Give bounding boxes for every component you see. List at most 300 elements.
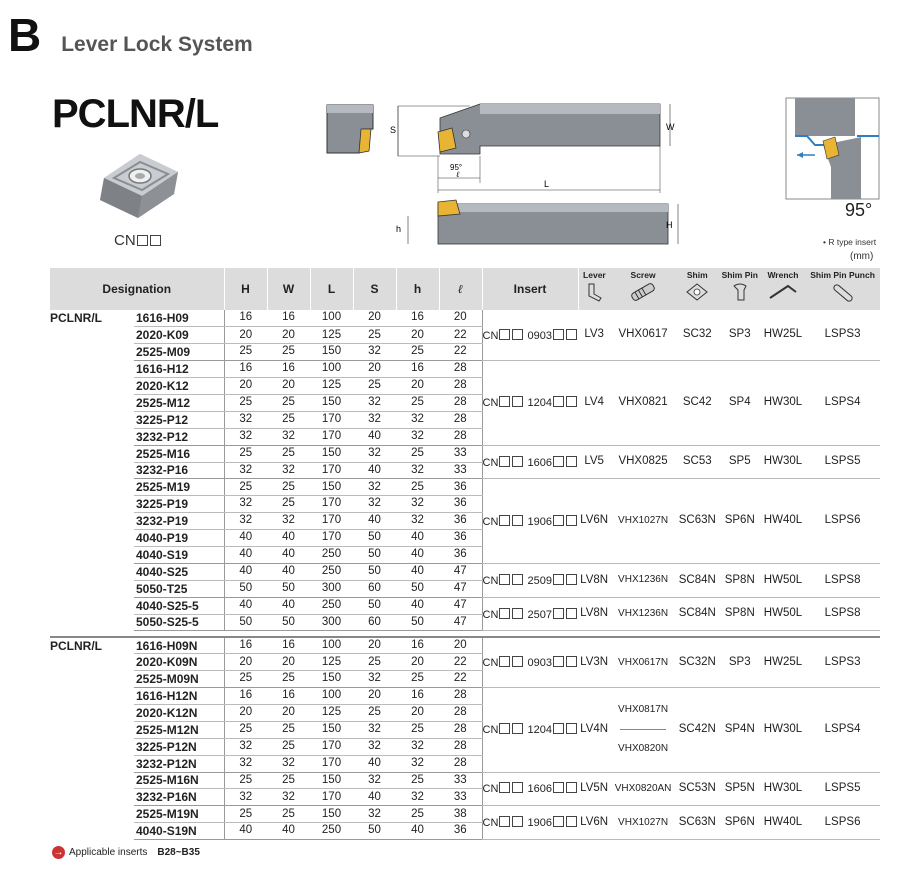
dimension-cell: 16 <box>267 688 310 705</box>
dimension-cell: 40 <box>353 755 396 772</box>
pin-cell: SP6N <box>719 479 761 563</box>
designation-cell: 4040-S25-5 <box>134 597 224 614</box>
dimension-cell: 170 <box>310 755 353 772</box>
dimension-cell: 250 <box>310 563 353 580</box>
dimension-cell: 25 <box>267 344 310 361</box>
dimension-cell: 47 <box>439 580 482 597</box>
dimension-cell: 33 <box>439 445 482 462</box>
col-lever: Lever <box>578 268 610 310</box>
dimension-cell: 125 <box>310 378 353 395</box>
angle-label: 95° <box>845 200 873 220</box>
insert-code: 0903 <box>527 657 552 669</box>
table-row <box>50 597 880 614</box>
dimension-cell: 32 <box>224 462 267 479</box>
col-L: L <box>310 268 353 310</box>
dimension-cell: 170 <box>310 789 353 806</box>
application-diagram <box>785 97 880 200</box>
dimension-cell: 25 <box>396 344 439 361</box>
designation-cell: 2020-K09N <box>134 654 224 671</box>
dimension-cell: 25 <box>267 671 310 688</box>
dimension-cell: 16 <box>224 310 267 327</box>
dimension-cell: 32 <box>396 789 439 806</box>
wrench-cell: HW30L <box>761 772 805 806</box>
table-row <box>50 361 880 378</box>
dimension-cell: 25 <box>267 394 310 411</box>
shim-cell: SC63N <box>676 479 719 563</box>
wrench-cell: HW30L <box>761 445 805 479</box>
dimension-cell: 32 <box>224 496 267 513</box>
dimension-cell: 40 <box>224 823 267 840</box>
wrench-cell: HW40L <box>761 806 805 840</box>
dimension-cell: 22 <box>439 671 482 688</box>
dimension-cell: 33 <box>439 772 482 789</box>
dimension-cell: 40 <box>267 563 310 580</box>
insert-prefix: CN <box>482 657 499 669</box>
dimension-cell: 32 <box>267 428 310 445</box>
designation-cell: 5050-T25 <box>134 580 224 597</box>
dimension-cell: 32 <box>353 671 396 688</box>
dimension-cell: 32 <box>396 513 439 530</box>
dimension-cell: 32 <box>353 411 396 428</box>
lever-cell: LV3N <box>578 637 610 688</box>
dimension-cell: 32 <box>396 755 439 772</box>
insert-cell <box>482 563 578 597</box>
dimension-cell: 25 <box>267 479 310 496</box>
dimension-cell: 20 <box>224 378 267 395</box>
dimension-cell: 32 <box>353 806 396 823</box>
insert-cell <box>482 361 578 445</box>
screw-cell: VHX0617N <box>610 637 676 688</box>
dimension-cell: 40 <box>396 597 439 614</box>
wrench-cell: HW30L <box>761 361 805 445</box>
wrench-cell: HW50L <box>761 597 805 631</box>
dimension-cell: 50 <box>224 614 267 631</box>
screw-cell: VHX1027N <box>610 806 676 840</box>
dimension-cell: 25 <box>224 394 267 411</box>
dimension-cell: 150 <box>310 344 353 361</box>
wrench-cell: HW30L <box>761 688 805 772</box>
dimension-cell: 40 <box>396 823 439 840</box>
table-header-row <box>50 268 880 310</box>
dimension-cell: 36 <box>439 546 482 563</box>
dimension-cell: 20 <box>439 637 482 654</box>
shim-cell: SC53 <box>676 445 719 479</box>
pin-cell: SP3 <box>719 637 761 688</box>
dimension-cell: 170 <box>310 530 353 547</box>
dimension-cell: 125 <box>310 704 353 721</box>
lever-cell: LV8N <box>578 597 610 631</box>
dimension-cell: 32 <box>224 428 267 445</box>
dimension-cell: 32 <box>396 411 439 428</box>
insert-cell <box>482 806 578 840</box>
dimension-cell: 32 <box>396 496 439 513</box>
col-designation: Designation <box>50 268 224 310</box>
shim-icon <box>685 282 709 302</box>
dimension-cell: 32 <box>353 738 396 755</box>
dimension-cell: 100 <box>310 688 353 705</box>
dimension-cell: 32 <box>353 479 396 496</box>
pin-cell: SP6N <box>719 806 761 840</box>
dimension-cell: 25 <box>353 654 396 671</box>
dimension-cell: 33 <box>439 462 482 479</box>
col-shim-pin: Shim Pin <box>719 268 761 310</box>
dimension-cell: 20 <box>439 310 482 327</box>
svg-text:h: h <box>396 224 402 234</box>
dimension-cell: 250 <box>310 823 353 840</box>
col-shim: Shim <box>676 268 719 310</box>
dimension-cell: 32 <box>224 513 267 530</box>
dimension-cell: 50 <box>267 614 310 631</box>
dimension-cell: 250 <box>310 546 353 563</box>
designation-cell: 3225-P12 <box>134 411 224 428</box>
dimension-cell: 28 <box>439 411 482 428</box>
dimension-cell: 25 <box>396 445 439 462</box>
dimension-cell: 25 <box>353 378 396 395</box>
dimension-cell: 32 <box>267 513 310 530</box>
designation-cell: 2525-M12N <box>134 721 224 738</box>
series-label: PCLNR/L <box>50 311 102 325</box>
dimension-cell: 32 <box>267 462 310 479</box>
dimension-cell: 28 <box>439 378 482 395</box>
designation-cell: 1616-H09N <box>134 637 224 654</box>
dimension-cell: 20 <box>396 327 439 344</box>
dimension-cell: 25 <box>267 772 310 789</box>
col-punch: Shim Pin Punch <box>805 268 880 310</box>
dimension-cell: 47 <box>439 597 482 614</box>
dimension-cell: 100 <box>310 310 353 327</box>
dimension-cell: 36 <box>439 496 482 513</box>
dimension-cell: 40 <box>396 546 439 563</box>
dimension-cell: 25 <box>224 772 267 789</box>
punch-icon <box>830 282 856 304</box>
punch-cell: LSPS5 <box>805 445 880 479</box>
designation-cell: 1616-H12 <box>134 361 224 378</box>
insert-code: 1906 <box>527 515 552 528</box>
dimension-cell: 170 <box>310 496 353 513</box>
insert-cell <box>482 310 578 361</box>
dimension-cell: 125 <box>310 327 353 344</box>
designation-cell: 3225-P19 <box>134 496 224 513</box>
screw-cell <box>610 688 676 772</box>
punch-cell: LSPS6 <box>805 806 880 840</box>
dimension-cell: 40 <box>396 563 439 580</box>
dimension-cell: 25 <box>224 479 267 496</box>
dimension-cell: 60 <box>353 580 396 597</box>
dimension-cell: 32 <box>224 789 267 806</box>
dimension-cell: 40 <box>353 462 396 479</box>
dimension-cell: 20 <box>267 704 310 721</box>
dimension-cell: 32 <box>267 789 310 806</box>
screw-cell: VHX1027N <box>610 479 676 563</box>
shim-cell: SC53N <box>676 772 719 806</box>
shim-cell: SC84N <box>676 563 719 597</box>
dimension-cell: 25 <box>224 806 267 823</box>
designation-cell: 2020-K12N <box>134 704 224 721</box>
dimension-cell: 32 <box>353 496 396 513</box>
dimension-cell: 150 <box>310 772 353 789</box>
dimension-cell: 16 <box>396 310 439 327</box>
dimension-cell: 33 <box>439 789 482 806</box>
wrench-cell: HW25L <box>761 637 805 688</box>
dimension-cell: 20 <box>353 688 396 705</box>
wrench-cell: HW40L <box>761 479 805 563</box>
page-title: PCLNR/L <box>52 92 219 136</box>
dimension-cell: 25 <box>224 671 267 688</box>
dimension-cell: 28 <box>439 394 482 411</box>
lever-cell: LV5N <box>578 772 610 806</box>
shim-cell: SC32 <box>676 310 719 361</box>
dimension-cell: 20 <box>224 704 267 721</box>
dimension-cell: 20 <box>267 327 310 344</box>
dimension-cell: 25 <box>396 671 439 688</box>
dimension-cell: 20 <box>396 654 439 671</box>
insert-prefix: CN <box>482 817 499 830</box>
col-W: W <box>267 268 310 310</box>
dimension-cell: 32 <box>396 462 439 479</box>
lever-cell: LV6N <box>578 479 610 563</box>
dimension-cell: 25 <box>396 806 439 823</box>
dimension-cell: 40 <box>267 530 310 547</box>
dimension-cell: 170 <box>310 462 353 479</box>
dimension-cell: 36 <box>439 530 482 547</box>
dimension-cell: 16 <box>267 310 310 327</box>
dimension-cell: 40 <box>267 823 310 840</box>
designation-cell: 5050-S25-5 <box>134 614 224 631</box>
col-S: S <box>353 268 396 310</box>
dimension-cell: 25 <box>353 327 396 344</box>
dimension-cell: 150 <box>310 721 353 738</box>
dimension-cell: 25 <box>224 344 267 361</box>
screw-cell: VHX1236N <box>610 597 676 631</box>
wrench-cell: HW25L <box>761 310 805 361</box>
insert-cell <box>482 772 578 806</box>
dimension-cell: 16 <box>224 361 267 378</box>
insert-cell <box>482 597 578 631</box>
insert-code: 2509 <box>527 574 552 587</box>
dimension-cell: 28 <box>439 428 482 445</box>
dimension-cell: 25 <box>267 411 310 428</box>
dimension-cell: 16 <box>224 688 267 705</box>
dimension-cell: 20 <box>267 378 310 395</box>
col-H: H <box>224 268 267 310</box>
lever-cell: LV6N <box>578 806 610 840</box>
table-row <box>50 479 880 496</box>
shim-cell: SC84N <box>676 597 719 631</box>
dimension-cell: 125 <box>310 654 353 671</box>
dimension-cell: 32 <box>224 411 267 428</box>
dimension-cell: 25 <box>267 738 310 755</box>
dimension-cell: 20 <box>396 704 439 721</box>
insert-prefix: CN <box>482 574 499 587</box>
screw-value: VHX0817N <box>618 704 669 716</box>
table-body <box>50 310 880 840</box>
insert-prefix: CN <box>482 724 499 737</box>
dimension-cell: 25 <box>267 496 310 513</box>
dimension-cell: 22 <box>439 344 482 361</box>
dimension-cell: 28 <box>439 738 482 755</box>
designation-cell: 3232-P12N <box>134 755 224 772</box>
dimension-cell: 300 <box>310 614 353 631</box>
dimension-cell: 150 <box>310 671 353 688</box>
shim-cell: SC63N <box>676 806 719 840</box>
designation-cell: 4040-S25 <box>134 563 224 580</box>
dimension-cell: 40 <box>396 530 439 547</box>
dimension-cell: 150 <box>310 394 353 411</box>
dimension-cell: 100 <box>310 637 353 654</box>
insert-code: 1204 <box>527 724 552 737</box>
insert-prefix: CN <box>482 515 499 528</box>
dimension-cell: 100 <box>310 361 353 378</box>
dimension-cell: 150 <box>310 479 353 496</box>
dimension-cell: 16 <box>267 361 310 378</box>
col-wrench: Wrench <box>761 268 805 310</box>
dimension-cell: 150 <box>310 806 353 823</box>
dimension-cell: 25 <box>396 772 439 789</box>
svg-text:95°: 95° <box>450 163 463 172</box>
table-row <box>50 563 880 580</box>
dimension-cell: 28 <box>439 704 482 721</box>
dimension-cell: 20 <box>353 310 396 327</box>
designation-cell: 3232-P16 <box>134 462 224 479</box>
dimension-cell: 20 <box>353 637 396 654</box>
pin-cell: SP8N <box>719 597 761 631</box>
insert-cell <box>482 445 578 479</box>
designation-cell: 2525-M09N <box>134 671 224 688</box>
insert-code: 1204 <box>527 397 552 410</box>
holder-end-view <box>325 103 375 158</box>
designation-cell: 1616-H09 <box>134 310 224 327</box>
dimension-cell: 25 <box>396 479 439 496</box>
dimension-cell: 40 <box>267 546 310 563</box>
col-ell: ℓ <box>439 268 482 310</box>
series-label: PCLNR/L <box>50 638 102 653</box>
dimension-cell: 300 <box>310 580 353 597</box>
screw-cell: VHX1236N <box>610 563 676 597</box>
dimension-cell: 25 <box>267 721 310 738</box>
designation-cell: 4040-S19N <box>134 823 224 840</box>
lever-icon <box>585 282 603 302</box>
pin-cell: SP4 <box>719 361 761 445</box>
punch-cell: LSPS4 <box>805 361 880 445</box>
dimension-cell: 22 <box>439 654 482 671</box>
holder-side-view <box>390 196 690 250</box>
shim-cell: SC42 <box>676 361 719 445</box>
shim-cell: SC42N <box>676 688 719 772</box>
dimension-cell: 50 <box>224 580 267 597</box>
dimension-cell: 50 <box>396 580 439 597</box>
arrow-icon: → <box>53 847 64 858</box>
table-row <box>50 806 880 823</box>
dimension-cell: 32 <box>353 772 396 789</box>
insert-cell <box>482 479 578 563</box>
designation-cell: 4040-P19 <box>134 530 224 547</box>
insert-prefix: CN <box>482 783 499 796</box>
punch-cell: LSPS3 <box>805 637 880 688</box>
dimension-cell: 50 <box>353 546 396 563</box>
dimension-cell: 40 <box>224 530 267 547</box>
dimension-cell: 20 <box>396 378 439 395</box>
dimension-cell: 16 <box>267 637 310 654</box>
dimension-cell: 25 <box>224 721 267 738</box>
dimension-cell: 32 <box>353 344 396 361</box>
dimension-cell: 47 <box>439 563 482 580</box>
dimension-cell: 150 <box>310 445 353 462</box>
dimension-cell: 32 <box>353 721 396 738</box>
dimension-cell: 40 <box>224 563 267 580</box>
lever-cell: LV5 <box>578 445 610 479</box>
dimension-cell: 20 <box>267 654 310 671</box>
dimension-cell: 47 <box>439 614 482 631</box>
r-type-note: • R type insert <box>823 237 877 247</box>
designation-cell: 2525-M16 <box>134 445 224 462</box>
dimension-cell: 22 <box>439 327 482 344</box>
col-insert: Insert <box>482 268 578 310</box>
dimension-cell: 20 <box>353 361 396 378</box>
dimension-cell: 40 <box>267 597 310 614</box>
dimension-cell: 60 <box>353 614 396 631</box>
dimension-cell: 40 <box>224 597 267 614</box>
insert-cell <box>482 688 578 772</box>
dimension-cell: 50 <box>353 530 396 547</box>
dimension-cell: 32 <box>396 428 439 445</box>
dimension-cell: 32 <box>396 738 439 755</box>
designation-cell: 4040-S19 <box>134 546 224 563</box>
punch-cell: LSPS8 <box>805 563 880 597</box>
dimension-cell: 40 <box>224 546 267 563</box>
section-subtitle: Lever Lock System <box>61 33 253 56</box>
screw-cell: VHX0821 <box>610 361 676 445</box>
dimension-cell: 16 <box>396 688 439 705</box>
insert-code: 0903 <box>527 329 552 342</box>
section-letter: B <box>8 9 42 61</box>
pin-cell: SP5N <box>719 772 761 806</box>
insert-prefix: CN <box>482 329 499 342</box>
dimension-cell: 25 <box>396 721 439 738</box>
dimension-cell: 40 <box>353 513 396 530</box>
footer-note: → Applicable inserts B28~B35 <box>53 847 200 858</box>
dimension-cell: 36 <box>439 513 482 530</box>
dimension-cell: 50 <box>267 580 310 597</box>
dimension-cell: 20 <box>224 654 267 671</box>
dimension-cell: 25 <box>353 704 396 721</box>
insert-code: 1606 <box>527 783 552 796</box>
svg-text:W: W <box>666 122 675 132</box>
screw-cell: VHX0617 <box>610 310 676 361</box>
dimension-cell: 28 <box>439 755 482 772</box>
dimension-cell: 50 <box>353 823 396 840</box>
spec-table <box>50 268 880 840</box>
dimension-cell: 28 <box>439 361 482 378</box>
insert-label: CN <box>114 232 162 249</box>
designation-cell: 3225-P12N <box>134 738 224 755</box>
designation-cell: 3232-P19 <box>134 513 224 530</box>
lever-cell: LV3 <box>578 310 610 361</box>
dimension-cell: 32 <box>267 755 310 772</box>
section-header <box>8 9 253 62</box>
designation-cell: 2525-M09 <box>134 344 224 361</box>
insert-prefix: CN <box>482 397 499 410</box>
designation-cell: 2525-M19 <box>134 479 224 496</box>
dimension-cell: 32 <box>224 755 267 772</box>
dimension-cell: 36 <box>439 823 482 840</box>
punch-cell: LSPS4 <box>805 688 880 772</box>
screw-cell: VHX0825 <box>610 445 676 479</box>
screw-icon <box>628 282 658 302</box>
insert-code: 2507 <box>527 608 552 621</box>
table-row <box>50 688 880 705</box>
dimension-cell: 16 <box>396 361 439 378</box>
dimension-cell: 170 <box>310 738 353 755</box>
